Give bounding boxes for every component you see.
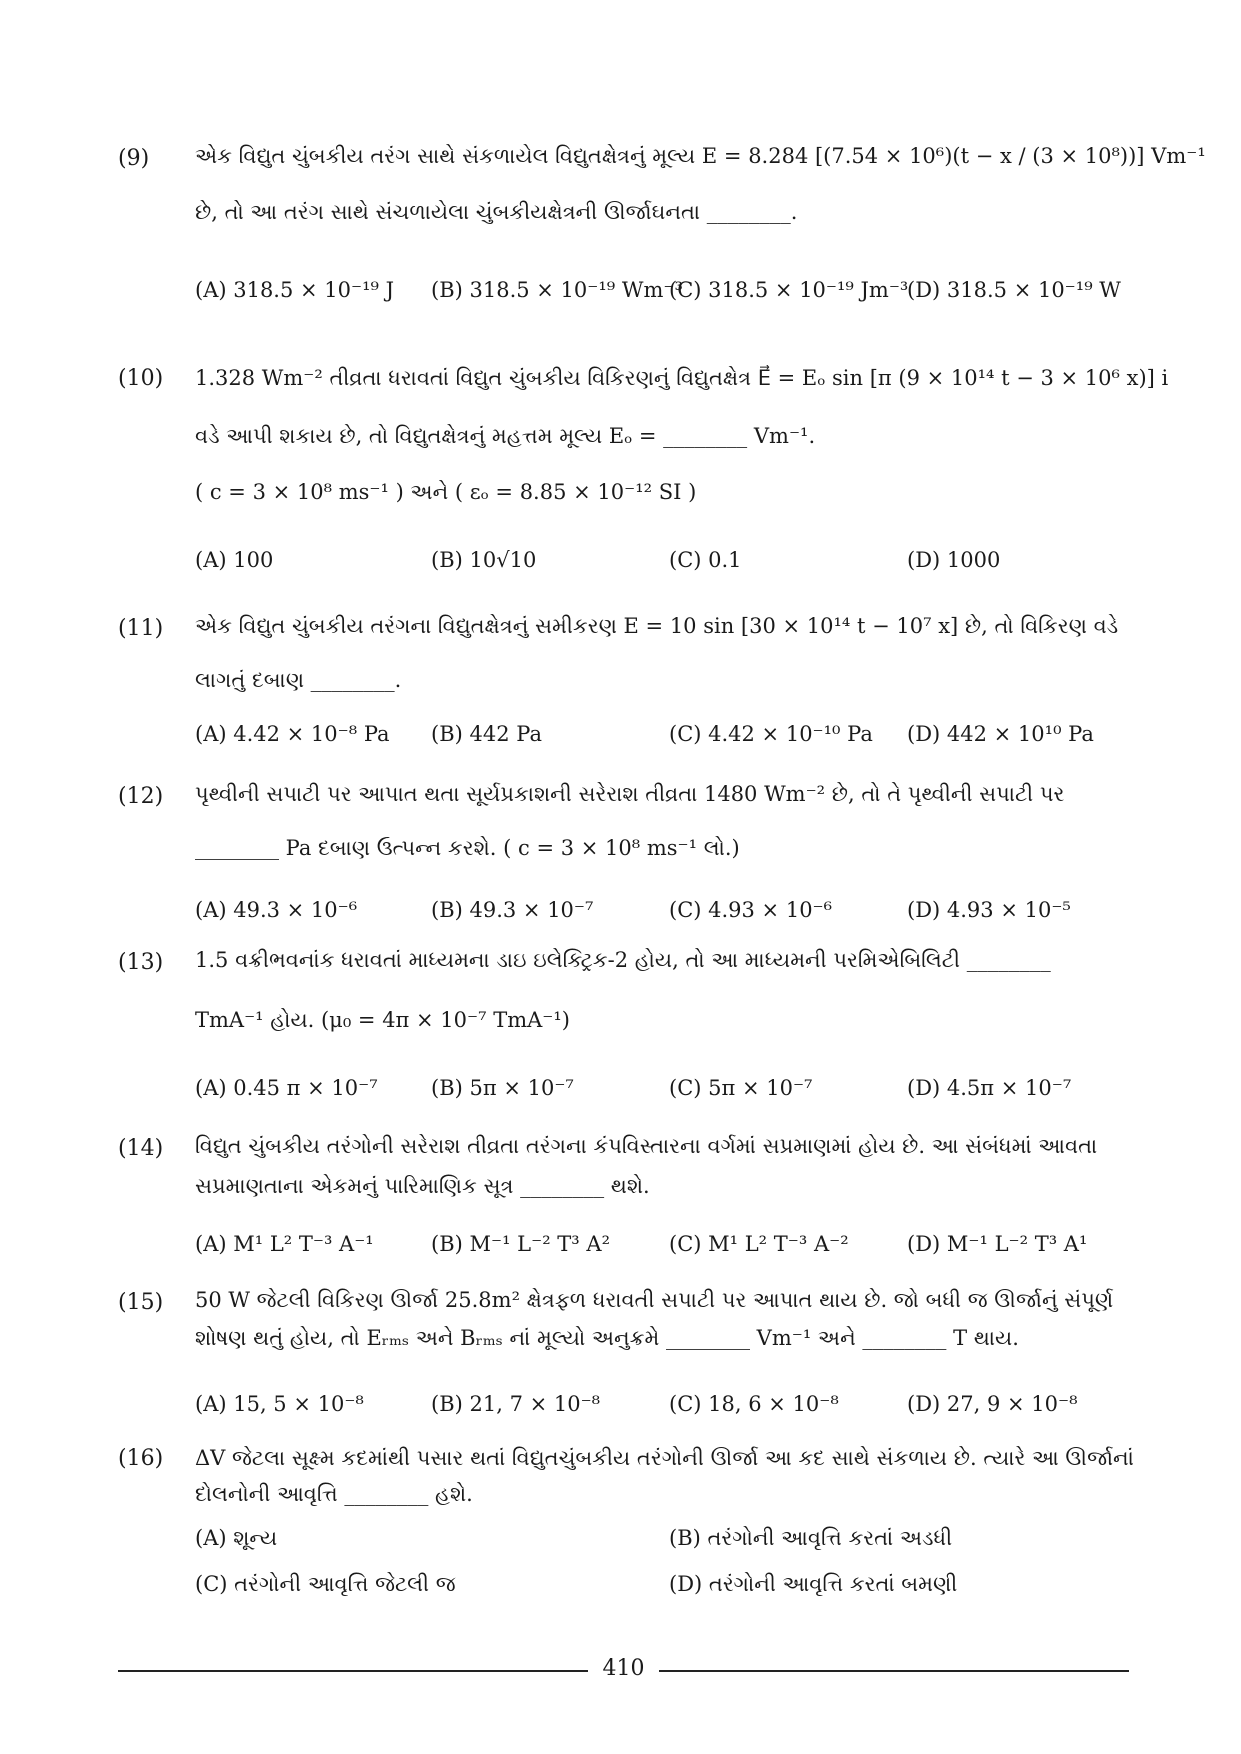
option-a: (A) 49.3 × 10⁻⁶: [195, 898, 358, 922]
question-number: (12): [118, 784, 164, 809]
option-d: (D) M⁻¹ L⁻² T³ A¹: [907, 1232, 1088, 1256]
question-text-line: એક વિદ્યુત ચુંબકીય તરંગ સાથે સંકળાયેલ વિદ્યુતક્ષેત્રનું મૂલ્ય E = 8.284 [(7.54 × 10⁶)(t − x / (3 × 10⁸))] Vm⁻¹: [195, 144, 1206, 168]
option-c: (C) M¹ L² T⁻³ A⁻²: [669, 1232, 849, 1256]
option-b: (B) 5π × 10⁻⁷: [431, 1076, 574, 1100]
option-a: (A) M¹ L² T⁻³ A⁻¹: [195, 1232, 374, 1256]
question-text-line: છે, તો આ તરંગ સાથે સંચળાયેલા ચુંબકીયક્ષેત્રની ઊર્જાઘનતા ________.: [195, 200, 798, 224]
option-a: (A) શૂન્ય: [195, 1526, 278, 1550]
page-footer: [118, 1656, 1129, 1686]
option-c: (C) 5π × 10⁻⁷: [669, 1076, 813, 1100]
question-number: (13): [118, 950, 164, 975]
option-a: (A) 4.42 × 10⁻⁸ Pa: [195, 722, 390, 746]
option-a: (A) 15, 5 × 10⁻⁸: [195, 1392, 364, 1416]
page-number: 410: [595, 1656, 653, 1681]
question-text-line: વડે આપી શકાય છે, તો વિદ્યુતક્ષેત્રનું મહત્તમ મૂલ્ય Eₒ = ________ Vm⁻¹.: [195, 424, 816, 448]
option-d: (D) 442 × 10¹⁰ Pa: [907, 722, 1094, 746]
question-number: (16): [118, 1446, 164, 1471]
option-c: (C) 4.42 × 10⁻¹⁰ Pa: [669, 722, 873, 746]
option-d: (D) 1000: [907, 548, 1001, 572]
option-d: (D) તરંગોની આવૃત્તિ કરતાં બમણી: [669, 1572, 958, 1596]
option-b: (B) તરંગોની આવૃત્તિ કરતાં અડધી: [669, 1526, 953, 1550]
question-text-line: 50 W જેટલી વિકિરણ ઊર્જા 25.8m² ક્ષેત્રફળ ધરાવતી સપાટી પર આપાત થાય છે. જો બધી જ ઊર્જાનું સંપૂર્ણ: [195, 1288, 1114, 1312]
question-text-line: સપ્રમાણતાના એકમનું પારિમાણિક સૂત્ર ________ થશે.: [195, 1174, 650, 1198]
option-c: (C) 4.93 × 10⁻⁶: [669, 898, 833, 922]
page-number-wrap: [118, 1656, 1129, 1681]
option-d: (D) 27, 9 × 10⁻⁸: [907, 1392, 1078, 1416]
question-text-line: 1.328 Wm⁻² તીવ્રતા ધરાવતાં વિદ્યુત ચુંબકીય વિકિરણનું વિદ્યુતક્ષેત્ર E⃗ = Eₒ sin [π (9 × 10¹⁴ t − 3 × 10⁶ x)] i: [195, 366, 1169, 390]
question-number: (14): [118, 1136, 164, 1161]
option-a: (A) 100: [195, 548, 274, 572]
option-b: (B) 318.5 × 10⁻¹⁹ Wm⁻³: [431, 278, 683, 302]
option-b: (B) 442 Pa: [431, 722, 542, 746]
question-text-line: TmA⁻¹ હોય. (μ₀ = 4π × 10⁻⁷ TmA⁻¹): [195, 1008, 570, 1032]
question-text-line: લાગતું દબાણ ________.: [195, 668, 402, 692]
option-b: (B) M⁻¹ L⁻² T³ A²: [431, 1232, 610, 1256]
option-b: (B) 21, 7 × 10⁻⁸: [431, 1392, 601, 1416]
question-text-line: દોલનોની આવૃત્તિ ________ હશે.: [195, 1482, 473, 1506]
option-c: (C) તરંગોની આવૃત્તિ જેટલી જ: [195, 1572, 456, 1596]
option-d: (D) 4.93 × 10⁻⁵: [907, 898, 1071, 922]
option-a: (A) 318.5 × 10⁻¹⁹ J: [195, 278, 395, 302]
option-c: (C) 318.5 × 10⁻¹⁹ Jm⁻³: [669, 278, 909, 302]
option-c: (C) 0.1: [669, 548, 742, 572]
question-text-line: 1.5 વક્રીભવનાંક ધરાવતાં માધ્યમના ડાઇ ઇલેક્ટ્રિક-2 હોય, તો આ માધ્યમની પરમિએબિલિટી ________: [195, 948, 1051, 972]
option-a: (A) 0.45 π × 10⁻⁷: [195, 1076, 378, 1100]
question-text-line: પૃથ્વીની સપાટી પર આપાત થતા સૂર્યપ્રકાશની સરેરાશ તીવ્રતા 1480 Wm⁻² છે, તો તે પૃથ્વીની સપાટી પર: [195, 782, 1065, 806]
question-number: (9): [118, 146, 150, 171]
question-text-line: એક વિદ્યુત ચુંબકીય તરંગના વિદ્યુતક્ષેત્રનું સમીકરણ E = 10 sin [30 × 10¹⁴ t − 10⁷ x] છે, તો વિકિરણ વડે: [195, 614, 1119, 638]
question-text-line: ________ Pa દબાણ ઉત્પન્ન કરશે. ( c = 3 × 10⁸ ms⁻¹ લો.): [195, 836, 740, 860]
question-number: (10): [118, 366, 164, 391]
question-text-line: વિદ્યુત ચુંબકીય તરંગોની સરેરાશ તીવ્રતા તરંગના કંપવિસ્તારના વર્ગમાં સપ્રમાણમાં હોય છે. આ સંબંધમાં આવતા: [195, 1134, 1098, 1158]
question-text-line: ΔV જેટલા સૂક્ષ્મ કદમાંથી પસાર થતાં વિદ્યુતચુંબકીય તરંગોની ઊર્જા આ કદ સાથે સંકળાય છે. ત્યારે આ ઊર્જાનાં: [195, 1446, 1134, 1470]
option-d: (D) 4.5π × 10⁻⁷: [907, 1076, 1072, 1100]
question-text-line: શોષણ થતું હોય, તો Eᵣₘₛ અને Bᵣₘₛ નાં મૂલ્યો અનુક્રમે ________ Vm⁻¹ અને ________ T થાય.: [195, 1326, 1019, 1350]
question-number: (15): [118, 1290, 164, 1315]
option-b: (B) 10√10: [431, 548, 537, 572]
question-text-line: ( c = 3 × 10⁸ ms⁻¹ ) અને ( εₒ = 8.85 × 10⁻¹² SI ): [195, 480, 697, 504]
question-number: (11): [118, 616, 164, 641]
option-d: (D) 318.5 × 10⁻¹⁹ W: [907, 278, 1121, 302]
option-b: (B) 49.3 × 10⁻⁷: [431, 898, 594, 922]
option-c: (C) 18, 6 × 10⁻⁸: [669, 1392, 839, 1416]
